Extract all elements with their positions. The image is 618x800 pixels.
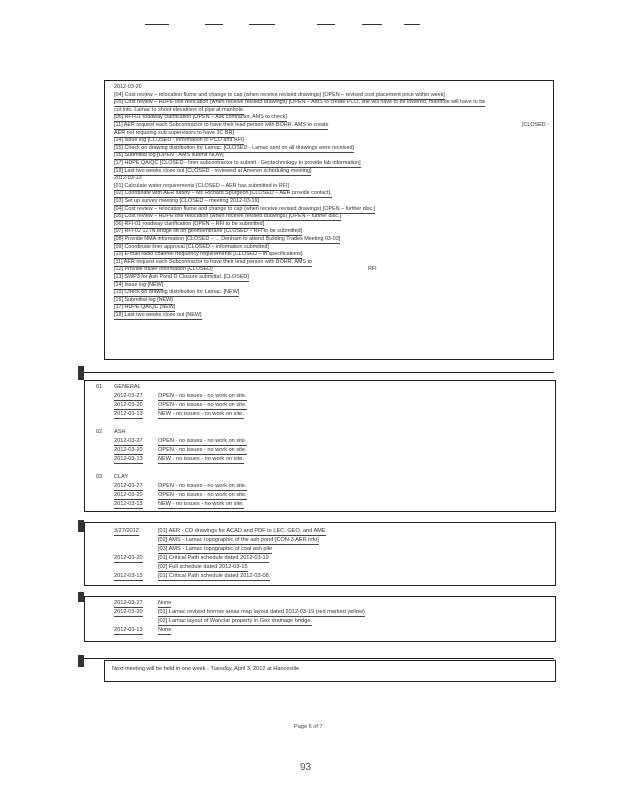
action-item: [04] Cost review – relocation flume and change to cap (when receive revised drawings) [OPEN – further disc.] [114, 205, 376, 212]
row-date: 2012-03-20 [114, 447, 143, 453]
doc-text: [01] Critical Path schedule dated 2012-03-08. [158, 573, 271, 579]
row-date: 2012-03-13 [114, 456, 143, 462]
row-text: OPEN - no issues - no work on site. [158, 447, 247, 453]
page-label: Page 6 of 7 [294, 724, 323, 730]
row-text: OPEN - no issues - no work on site. [158, 393, 247, 399]
doc-text: [02] Full schedule dated 2012-03-15 [158, 564, 248, 570]
top-dash-2 [205, 24, 223, 25]
top-dash-1 [145, 24, 169, 25]
row-date: 2012-03-13 [114, 501, 143, 507]
action-item: [10] E-mail radio channel frequency requirements [CLOSED – in specifications] [114, 251, 303, 258]
meeting-date-b: 2012-03-13 [114, 175, 142, 182]
safety-box [84, 380, 556, 512]
action-item: [05] Cost review – HDPE line relocation (when receive revised drawings) [OPEN – further disc.] [114, 213, 342, 220]
row-text: NEW - no issues - no work on site. [158, 411, 244, 417]
row-date: 2012-03-27 [114, 483, 143, 489]
row-date: 2012-03-13 [114, 411, 143, 417]
row-text: NEW - no issues - no work on site. [158, 501, 244, 507]
row-date: 2012-03-27 [114, 393, 143, 399]
next-meeting-text: Next meeting will be held in one week - Tuesday, April 3, 2012 at Hanceville [112, 666, 300, 672]
action-item: [05] Cost review – HDPE line relocation (when receive revised drawings) [OPEN – AMS to create PCO, line will have to be lowered, manhole will have to be [114, 99, 486, 106]
drawing-date: 2012-03-13 [114, 627, 143, 633]
action-item: [13] SWP3 for Ash Pond D Closure submittal. [CLOSED] [114, 274, 249, 280]
doc-date: 2012-03-13 [114, 573, 143, 579]
action-item: [07] RFI-02 12 IN bridge lift on geomembrane [CLOSED – RFI to be submitted] [114, 228, 303, 235]
action-item: [12] Provide trailer information [CLOSED] [114, 266, 213, 273]
next-meeting-top-line [84, 658, 554, 659]
action-item: [14] Issue log [NEW] [114, 281, 164, 288]
group-name: CLAY [114, 474, 129, 480]
action-item: [06] RFI-01 roadway clarification [OPEN – RFI to be submitted] [114, 220, 265, 227]
doc-text: [01] Critical Path schedule dated 2012-03-19 [158, 555, 269, 561]
section-marker-safety [78, 366, 84, 380]
drawing-text: None [158, 600, 172, 606]
row-date: 2012-03-27 [114, 438, 143, 444]
row-date: 2012-03-20 [114, 492, 143, 498]
doc-date: 3/27/2012 [114, 528, 139, 534]
doc-text: [01] AER - CD drawings for ACAD and PDF to LEC, GEO, and AME [158, 528, 326, 534]
action-item: [18] Last two weeks close out [CLOSED - reviewed at Ameren scheduling meeting] [114, 167, 312, 174]
action-item: [16] Submittal log [NEW] [114, 296, 173, 303]
action-item: [18] Last two weeks close out [NEW] [114, 312, 202, 318]
page-number: 93 [300, 762, 312, 773]
action-item: [04] Cost review – relocation flume and change to cap (when receive revised drawings) [OPEN – revised cost placement price within week] [114, 91, 445, 98]
action-item: [06] RFI-01 roadway clarification [OPEN – Ask contractor, AMS to check] [114, 114, 287, 121]
section-top-line [84, 372, 554, 373]
action-item: [15] Check on drawing distribution for Lamac. [NEW] [114, 289, 240, 296]
action-item: [01] Calculate water requirements [CLOSED – AER has submitted in RFI] [114, 182, 289, 189]
doc-date: 2012-03-20 [114, 555, 143, 561]
drawing-text: [02] Lamac layout of Wanclar property in Gex drainage bridge. [158, 618, 313, 624]
top-dash-3 [249, 24, 275, 25]
drawings-box [84, 596, 556, 642]
action-item: [11] AER request each Subcontractor to have their lead person with BOHR. AMS to create [114, 122, 329, 128]
doc-text: [02] AMS - Lamac topographic of the ash pond [CON-3 AER info] [158, 537, 319, 543]
doc-text: [03] AMS - Lamac topographic of coal ash pile [158, 546, 273, 552]
drawing-text: None [158, 627, 172, 633]
action-item: [15] Check on drawing distribution for Lamac. [CLOSED - Lamac sent on all drawings were received] [114, 144, 354, 151]
row-text: OPEN - no issues - no work on site. [158, 483, 247, 489]
action-item: [03] Set up survey meeting [CLOSED – meeting 2012-03-19] [114, 198, 260, 204]
drawing-date: 2012-03-27 [114, 600, 143, 606]
group-name: GENERAL [114, 384, 141, 390]
top-dash-4 [317, 24, 335, 25]
action-item: [16] Submittal log [OPEN - AMS submit NOW] [114, 152, 224, 159]
row-text: OPEN - no issues - no work on site. [158, 438, 247, 444]
group-number: 02 [96, 429, 103, 435]
group-number: 03 [96, 474, 103, 480]
action-item: [08] Provide NMA information [CLOSED – ... Denham to attend Building Trades Meeting 03-03] [114, 236, 341, 242]
meeting-date-a: 2012-03-20 [114, 84, 142, 90]
action-item: [11] AER request each Subcontractor to have their lead person with BOHR. AMS to [114, 258, 312, 265]
rfi-tag: RFI [368, 266, 377, 273]
group-number: 01 [96, 384, 103, 390]
row-text: NEW - no issues - no work on site. [158, 456, 244, 462]
action-item: [14] Issue log [CLOSED - information to PCO and RFI] [114, 137, 245, 144]
action-item: AER not requiring sub supervisors to have 3C BR] [114, 129, 234, 136]
row-text: OPEN - no issues - no work on site. [158, 402, 247, 408]
action-item: [17] HDPE QA/QC [CLOSED - liner subcontractor to submit - Geotechnology to provide lab information] [114, 160, 361, 166]
action-item: [02] Coordinate with AER safety – Mr. Richard Spurgeon [CLOSED – AER provide contact]. [114, 190, 332, 197]
row-date: 2012-03-20 [114, 402, 143, 408]
top-dash-5 [362, 24, 382, 25]
action-item: [09] Coordinate liner approval [CLOSED – information submitted] [114, 243, 269, 250]
row-text: OPEN - no issues - no work on site. [158, 492, 247, 498]
closed-tag: [CLOSED - [522, 122, 549, 128]
group-name: ASH [114, 429, 126, 435]
top-dash-6 [404, 24, 420, 25]
action-item: [17] HDPE QA/QC [NEW] [114, 304, 176, 311]
drawing-date: 2012-03-20 [114, 609, 143, 615]
section-marker-next-meeting [78, 655, 84, 667]
drawing-text: [01] Lamac revised borrow areas map layout dated 2012-03-19 (red marked yellow) [158, 609, 365, 615]
action-item: cut into. Lamac to shoot elevations of pipe at manhole. [114, 106, 245, 113]
